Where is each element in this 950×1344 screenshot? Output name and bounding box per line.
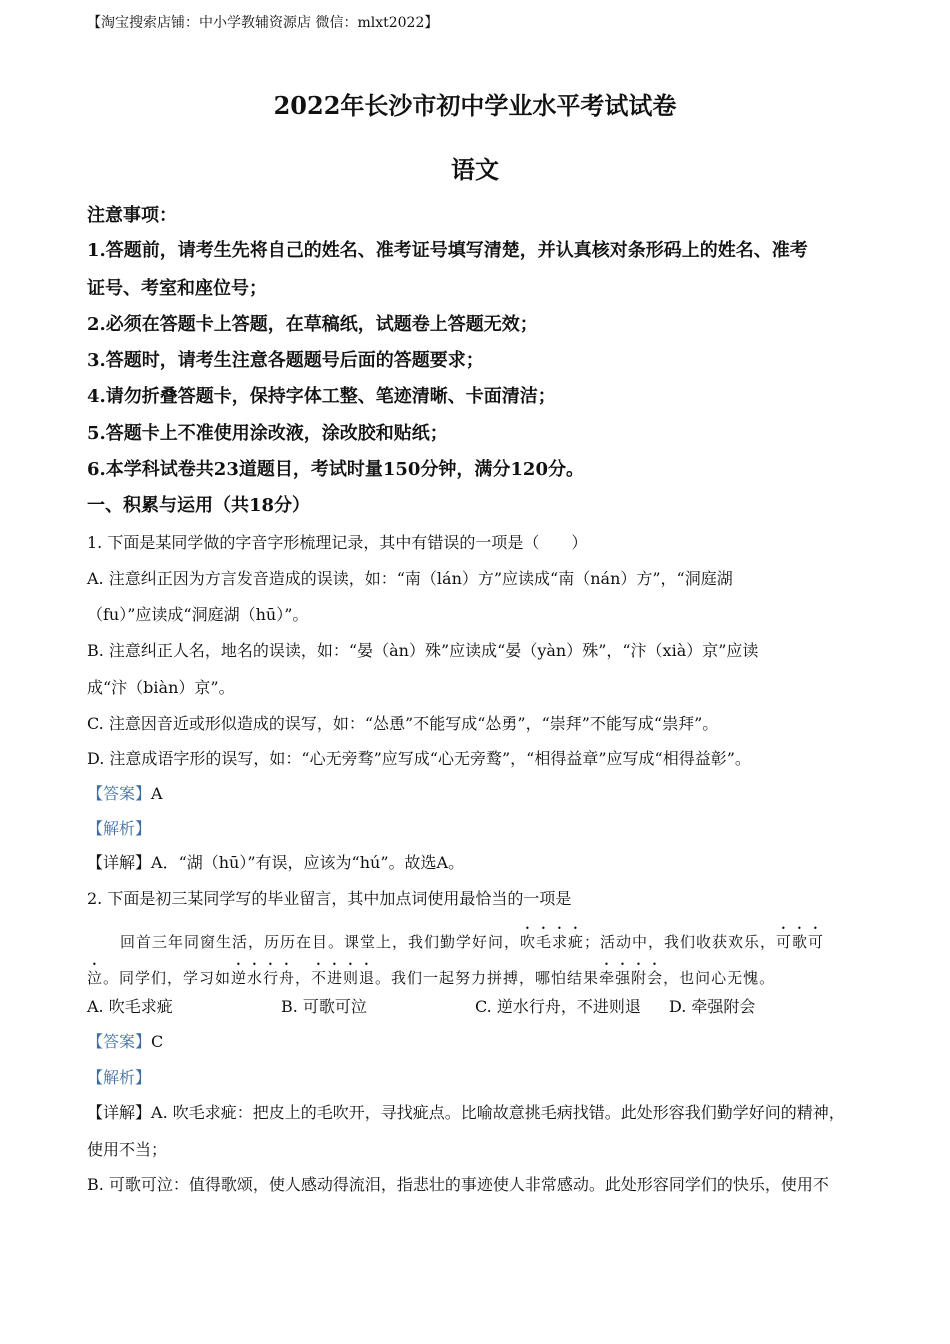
option-b: B. 可歌可泣 (281, 997, 367, 1016)
answer-value: C (151, 1032, 164, 1051)
detail-line: 使用不当； (87, 1140, 168, 1159)
analysis-tag: 【解析】 (87, 1068, 152, 1087)
answer-line (87, 1031, 890, 1053)
question-2-stem: 2. 下面是初三某同学写的毕业留言，其中加点词使用最恰当的一项是 (87, 889, 572, 908)
answer-line (87, 783, 890, 805)
detail-tag: 【详解】 (87, 853, 152, 872)
option-b-line1: B. 注意纠正人名，地名的误读，如：“晏（àn）殊”应读成“晏（yàn）殊”，“汴（xià）京”应读 (87, 641, 759, 660)
detail-text: A. 吹毛求疵：把皮上的毛吹开，寻找疵点。比喻故意挑毛病找错。此处形容我们勤学好问的精神， (151, 1103, 845, 1122)
analysis-tag: 【解析】 (87, 819, 152, 838)
passage-text: ，也问心无愧。 (663, 969, 776, 987)
dotted-word: 牵强附会 (599, 969, 664, 987)
detail-line: B. 可歌可泣：值得歌颂，使人感动得流泪，指悲壮的事迹使人非常感动。此处形容同学们的快乐，使用不 (87, 1175, 829, 1194)
section-heading: 一、积累与运用（共18分） (87, 495, 311, 516)
detail-tag: 【详解】 (87, 1103, 152, 1122)
option-c: C. 逆水行舟，不进则退 (475, 997, 641, 1016)
shop-header: 【淘宝搜索店铺：中小学教辅资源店 微信：mlxt2022】 (87, 15, 439, 31)
answer-value: A (151, 784, 163, 803)
notice-item: 证号、考室和座位号； (87, 278, 267, 299)
passage-text: 。我们一起努力拼搏，哪怕结果 (375, 969, 600, 987)
passage-text: ；活动中，我们收获欢乐， (584, 933, 777, 951)
passage-line2 (87, 960, 890, 989)
subject-title: 语文 (451, 155, 499, 184)
option-a-line1: A. 注意纠正因为方言发音造成的误读，如：“南（lán）方”应读成“南（nán）方”，“洞庭湖 (87, 569, 733, 588)
dotted-word: 泣 (87, 969, 104, 987)
detail-line (87, 852, 890, 874)
dotted-word: 可歌可 (776, 933, 825, 951)
option-a: A. 吹毛求疵 (87, 997, 173, 1016)
detail-text: A．“湖（hū）”有误，应该为“hú”。故选A。 (151, 853, 465, 872)
option-d: D. 牵强附会 (669, 997, 756, 1016)
notice-item: 3.答题时，请考生注意各题题号后面的答题要求； (87, 350, 484, 371)
dotted-word: 吹毛求疵 (520, 933, 585, 951)
notice-item: 2.必须在答题卡上答题，在草稿纸，试题卷上答题无效； (87, 314, 538, 335)
notice-heading: 注意事项： (87, 205, 177, 226)
option-d: D. 注意成语字形的误写，如：“心无旁骛”应写成“心无旁鹜”，“相得益章”应写成“相得益彰”。 (87, 749, 751, 768)
question-1-stem: 1. 下面是某同学做的字音字形梳理记录，其中有错误的一项是（ ） (87, 533, 588, 552)
answer-tag: 【答案】 (87, 1032, 152, 1051)
passage-text: 回首三年同窗生活，历历在目。课堂上，我们勤学好问， (120, 933, 521, 951)
notice-item: 5.答题卡上不准使用涂改液，涂改胶和贴纸； (87, 423, 448, 444)
answer-tag: 【答案】 (87, 784, 152, 803)
notice-item: 4.请勿折叠答题卡，保持字体工整、笔迹清晰、卡面清洁； (87, 386, 556, 407)
passage-line1 (120, 924, 890, 953)
notice-item: 1.答题前，请考生先将自己的姓名、准考证号填写清楚，并认真核对条形码上的姓名、准考 (87, 240, 808, 261)
option-b-line2: 成“汴（biàn）京”。 (87, 678, 235, 697)
option-a-line2: （fu）”应读成“洞庭湖（hū）”。 (87, 605, 309, 624)
detail-line (87, 1102, 880, 1124)
option-c: C. 注意因音近或形似造成的误写，如：“怂恿”不能写成“怂勇”，“崇拜”不能写成“祟拜”。 (87, 714, 719, 733)
passage-text: 。同学们，学习如 (103, 969, 232, 987)
dotted-word: 逆水行舟，不进则退 (231, 969, 376, 987)
notice-item: 6.本学科试卷共23道题目，考试时量150分钟，满分120分。 (87, 459, 584, 480)
exam-title: 2022年长沙市初中学业水平考试试卷 (273, 91, 677, 120)
